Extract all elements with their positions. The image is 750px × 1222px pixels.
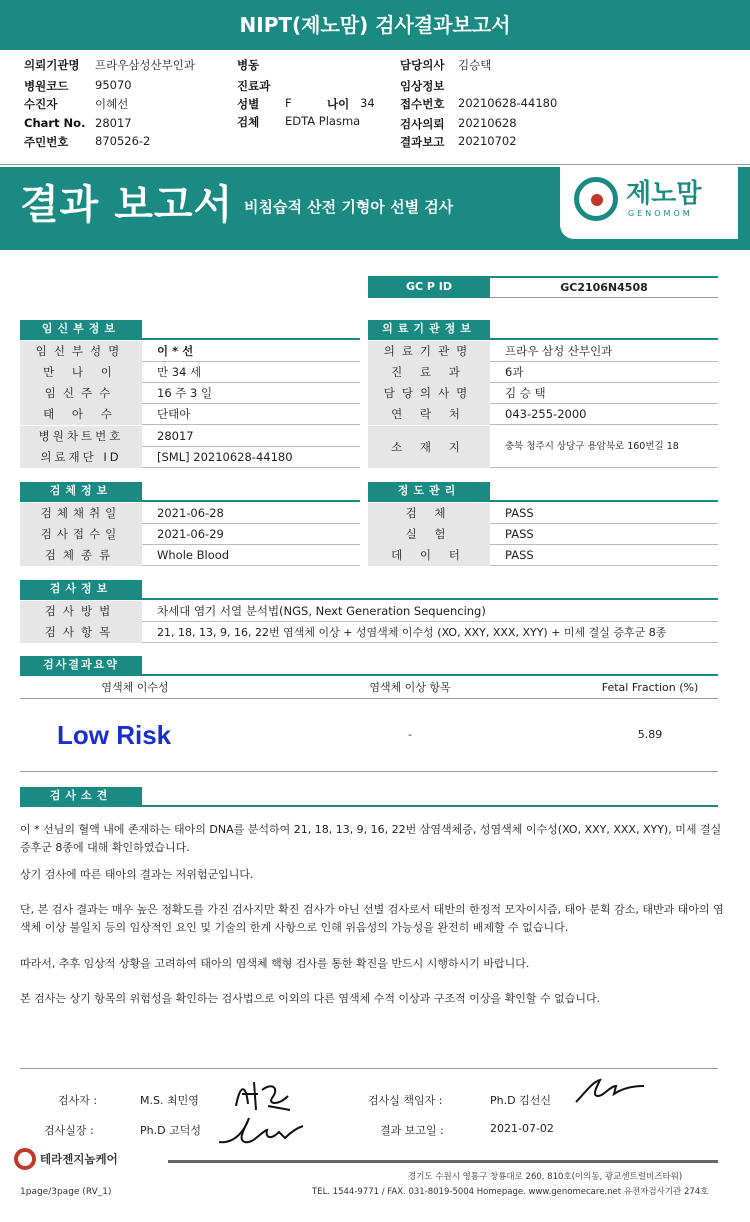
section-qc-tab: 정도관리 bbox=[368, 482, 490, 500]
head-signature-icon bbox=[215, 1110, 305, 1152]
section-line bbox=[368, 500, 718, 502]
logo-subtext: GENOMOM bbox=[628, 209, 693, 218]
summary-col-ff: Fetal Fraction (%) bbox=[601, 681, 699, 694]
table-row bbox=[20, 524, 360, 545]
row-value: 21, 18, 13, 9, 16, 22번 염색체 이상 + 성염색체 이수성 (XO, XXY, XXX, XYY) + 미세 결실 증후군 8종 bbox=[157, 626, 667, 639]
table-row bbox=[368, 545, 718, 566]
summary-col-aneuploidy: 염색체 이수성 bbox=[101, 681, 169, 694]
chief-name: Ph.D 김선신 bbox=[490, 1094, 551, 1107]
result-abnormal: - bbox=[408, 728, 412, 741]
header-label: 담당의사 bbox=[400, 58, 445, 72]
head-label: 검사실장 : bbox=[44, 1124, 94, 1137]
section-line bbox=[20, 598, 718, 600]
header-label: 병동 bbox=[237, 58, 260, 72]
row-key: 데 이 터 bbox=[368, 545, 490, 566]
section-summary-tab: 검사결과요약 bbox=[20, 656, 142, 674]
header-label: 성별 bbox=[237, 97, 260, 111]
patient-header bbox=[0, 52, 750, 164]
footer-line bbox=[168, 1160, 718, 1163]
finding-paragraph: 단, 본 검사 결과는 매우 높은 정확도를 가진 검사지만 확진 검사가 아닌 선별 검사로서 태반의 한정적 모자이시즘, 태아 분획 감소, 태반과 태아의 염색체 이상 불일치 등의 임상적인 요인 및 기술의 한계 사항으로 인해 위음성의 가능성을 완전히 배제할 수 없습니다. bbox=[20, 903, 724, 934]
header-value: 870526-2 bbox=[95, 134, 151, 148]
terragen-logo-icon bbox=[14, 1148, 36, 1170]
row-value: [SML] 20210628-44180 bbox=[157, 450, 293, 464]
table-row bbox=[20, 404, 360, 425]
table-row bbox=[20, 341, 360, 362]
section-test-tab: 검사정보 bbox=[20, 580, 142, 598]
header-value: EDTA Plasma bbox=[285, 114, 361, 128]
result-ff: 5.89 bbox=[637, 728, 663, 741]
table-row bbox=[368, 341, 718, 362]
row-value: 차세대 염기 서열 분석법(NGS, Next Generation Sequencing) bbox=[157, 604, 486, 618]
table-row bbox=[20, 426, 360, 447]
table-row bbox=[20, 447, 360, 468]
table-row bbox=[368, 503, 718, 524]
company-name: 테라젠지놈케어 bbox=[40, 1152, 118, 1166]
section-pregnant-tab: 임신부정보 bbox=[20, 320, 142, 338]
section-line bbox=[20, 805, 718, 807]
section-specimen-tab: 검체정보 bbox=[20, 482, 142, 500]
table-row bbox=[20, 383, 360, 404]
row-key: 소 재 지 bbox=[368, 426, 490, 468]
report-date: 2021-07-02 bbox=[490, 1122, 554, 1135]
table-row bbox=[20, 622, 718, 643]
row-key: 검사접수일 bbox=[20, 524, 142, 545]
tester-name: M.S. 최민영 bbox=[140, 1094, 199, 1107]
divider bbox=[0, 164, 750, 165]
report-banner bbox=[0, 167, 750, 250]
row-value: 이 * 선 bbox=[157, 344, 194, 358]
report-title: NIPT(제노맘) 검사결과보고서 bbox=[0, 0, 750, 50]
header-label: 나이 bbox=[327, 97, 350, 111]
section-findings-tab: 검사소견 bbox=[20, 787, 142, 805]
header-value: 프라우삼성산부인과 bbox=[95, 58, 195, 72]
header-value: F bbox=[285, 96, 292, 110]
header-value: 34 bbox=[360, 96, 375, 110]
logo-circle-icon bbox=[574, 177, 618, 221]
header-value: 20210628 bbox=[458, 116, 517, 130]
row-value: 김 승 택 bbox=[505, 386, 546, 400]
row-value: PASS bbox=[505, 527, 534, 541]
section-line bbox=[20, 500, 360, 502]
header-label: 검체 bbox=[237, 115, 260, 129]
section-institution-tab: 의료기관정보 bbox=[368, 320, 490, 338]
chief-label: 검사실 책임자 : bbox=[368, 1094, 443, 1107]
header-label: 수진자 bbox=[24, 97, 58, 111]
header-label: 검사의뢰 bbox=[400, 117, 445, 131]
logo-dot-icon bbox=[591, 194, 603, 206]
header-value: 20210628-44180 bbox=[458, 96, 558, 110]
row-value: 6과 bbox=[505, 365, 524, 379]
summary-result-row bbox=[20, 702, 718, 772]
row-key: 검체채취일 bbox=[20, 503, 142, 524]
header-label: 임상정보 bbox=[400, 79, 445, 93]
row-key: 연 락 처 bbox=[368, 404, 490, 425]
row-value: 2021-06-29 bbox=[157, 527, 224, 541]
row-key: 의료기관명 bbox=[368, 341, 490, 362]
section-line bbox=[368, 338, 718, 340]
summary-col-abnormal: 염색체 이상 항목 bbox=[369, 681, 451, 694]
banner-title: 결과 보고서 bbox=[20, 182, 234, 228]
row-value: 2021-06-28 bbox=[157, 506, 224, 520]
finding-paragraph: 상기 검사에 따른 태아의 결과는 저위험군입니다. bbox=[20, 868, 254, 881]
row-value: PASS bbox=[505, 506, 534, 520]
header-label: 접수번호 bbox=[400, 97, 445, 111]
row-key: 검 체 bbox=[368, 503, 490, 524]
row-value: Whole Blood bbox=[157, 548, 230, 562]
table-row bbox=[20, 503, 360, 524]
header-label: Chart No. bbox=[24, 116, 86, 130]
header-value: 95070 bbox=[95, 78, 132, 92]
chief-signature-icon bbox=[570, 1074, 650, 1108]
header-label: 의뢰기관명 bbox=[24, 58, 80, 72]
header-label: 결과보고 bbox=[400, 135, 445, 149]
header-value: 28017 bbox=[95, 116, 132, 130]
banner-subtitle: 비침습적 산전 기형아 선별 검사 bbox=[244, 198, 454, 216]
gcp-id-value: GC2106N4508 bbox=[490, 276, 718, 298]
table-row bbox=[368, 383, 718, 404]
date-label: 결과 보고일 : bbox=[380, 1124, 444, 1137]
header-label: 진료과 bbox=[237, 79, 271, 93]
finding-paragraph: 따라서, 추후 임상적 상황을 고려하여 태아의 염색체 핵형 검사를 통한 확진을 반드시 시행하시기 바랍니다. bbox=[20, 957, 530, 970]
header-value: 20210702 bbox=[458, 134, 517, 148]
row-key: 검체종류 bbox=[20, 545, 142, 566]
row-key: 검사방법 bbox=[20, 601, 142, 622]
footer-contact: TEL. 1544-9771 / FAX. 031-8019-5004 Homepage. www.genomecare.net 유전자검사기관 274호 bbox=[312, 1187, 709, 1197]
table-row bbox=[368, 426, 718, 468]
gcp-id-label: GC P ID bbox=[368, 276, 490, 298]
row-key: 진 료 과 bbox=[368, 362, 490, 383]
table-row bbox=[20, 362, 360, 383]
row-key: 태 아 수 bbox=[20, 404, 142, 425]
row-value: 28017 bbox=[157, 429, 194, 443]
logo-text: 제노맘 bbox=[626, 179, 702, 209]
finding-paragraph: 이 * 선님의 혈액 내에 존재하는 태아의 DNA를 분석하여 21, 18, 13, 9, 16, 22번 삼염색체증, 성염색체 이수성(XO, XXY, XXX, XYY), 미세 결실 증후군 8종에 대해 확인하였습니다. bbox=[20, 823, 722, 854]
section-line bbox=[20, 674, 718, 676]
tester-label: 검사자 : bbox=[58, 1094, 98, 1107]
row-value: 충북 청주시 상당구 용암북로 160번길 18 bbox=[505, 441, 679, 452]
footer-address: 경기도 수원시 영통구 창룡대로 260, 810호(이의동, 광교센트럴비즈타워) bbox=[408, 1172, 683, 1182]
row-value: 043-255-2000 bbox=[505, 407, 587, 421]
row-value: 16 주 3 일 bbox=[157, 386, 213, 400]
row-value: 프라우 삼성 산부인과 bbox=[505, 344, 613, 358]
head-name: Ph.D 고덕성 bbox=[140, 1124, 201, 1137]
page-number: 1page/3page (RV_1) bbox=[20, 1187, 112, 1197]
genomom-logo bbox=[560, 167, 738, 239]
row-key: 의료재단 ID bbox=[20, 447, 142, 468]
table-row bbox=[20, 545, 360, 566]
row-key: 병원차트번호 bbox=[20, 426, 142, 447]
row-key: 만 나 이 bbox=[20, 362, 142, 383]
table-row bbox=[368, 362, 718, 383]
header-label: 주민번호 bbox=[24, 135, 69, 149]
section-line bbox=[20, 338, 360, 340]
row-value: PASS bbox=[505, 548, 534, 562]
row-value: 만 34 세 bbox=[157, 365, 202, 379]
header-value: 김승택 bbox=[458, 58, 492, 72]
table-row bbox=[368, 524, 718, 545]
row-key: 검사항목 bbox=[20, 622, 142, 643]
table-row bbox=[368, 404, 718, 425]
row-key: 임신주수 bbox=[20, 383, 142, 404]
table-row bbox=[20, 601, 718, 622]
finding-paragraph: 본 검사는 상기 항목의 위험성을 확인하는 검사법으로 이외의 다른 염색체 수적 이상과 구조적 이상을 확인할 수 없습니다. bbox=[20, 992, 601, 1005]
header-value: 이혜선 bbox=[95, 97, 129, 111]
result-low-risk: Low Risk bbox=[57, 720, 172, 750]
row-key: 실 험 bbox=[368, 524, 490, 545]
header-label: 병원코드 bbox=[24, 79, 69, 93]
summary-header-row bbox=[20, 677, 718, 699]
row-key: 담당의사명 bbox=[368, 383, 490, 404]
row-value: 단태아 bbox=[157, 407, 191, 421]
row-key: 임신부성명 bbox=[20, 341, 142, 362]
divider bbox=[20, 1068, 718, 1069]
